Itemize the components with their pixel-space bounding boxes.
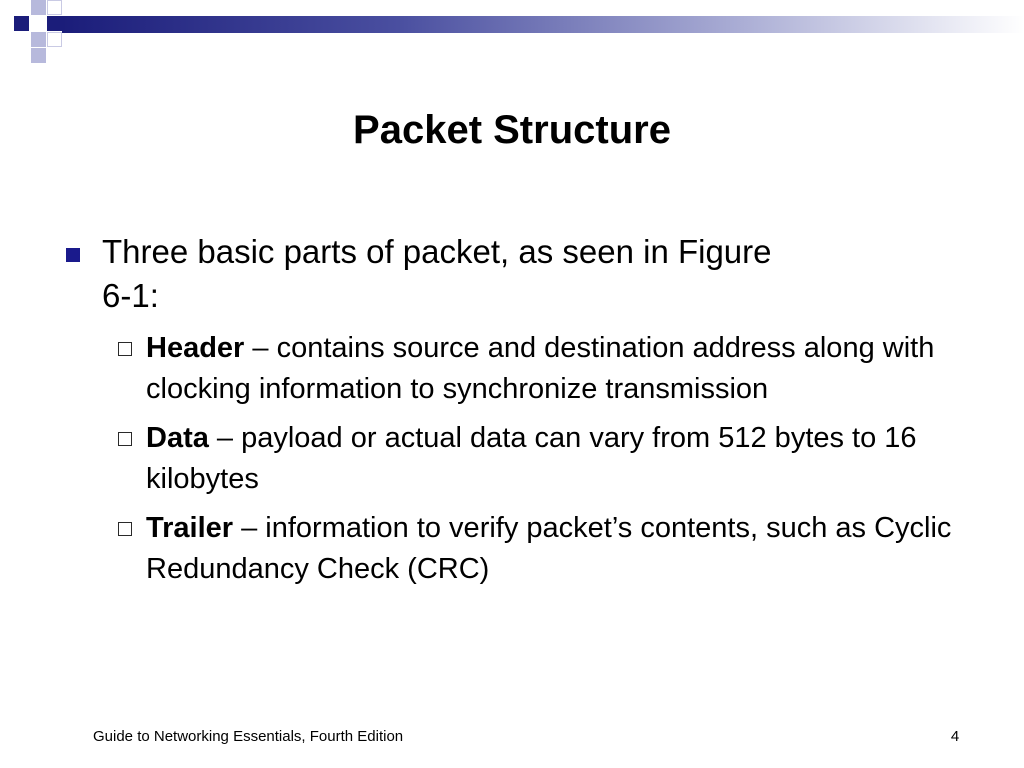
sub-bullet-trailer (62, 508, 962, 590)
decorative-square-8 (14, 32, 29, 47)
slide-number: 4 (950, 728, 960, 745)
hollow-square-bullet-icon (118, 432, 132, 446)
sub-bullet-data (62, 418, 962, 500)
decorative-square-3 (47, 0, 62, 15)
term-header: Header (146, 332, 245, 364)
decorative-square-2 (31, 0, 46, 15)
footer-source: Guide to Networking Essentials, Fourth Edition (93, 728, 404, 745)
decorative-square-6 (47, 32, 62, 47)
filled-square-bullet-icon (66, 248, 80, 262)
decorative-square-5 (31, 32, 46, 47)
header-decoration (0, 0, 1024, 64)
decorative-square-1 (14, 16, 29, 31)
sub-bullet-header (62, 328, 962, 410)
term-data-description: – payload or actual data can vary from 512 bytes to 16 kilobytes (146, 422, 917, 495)
main-bullet-item (62, 230, 802, 318)
hollow-square-bullet-icon (118, 342, 132, 356)
sub-bullet-list (62, 328, 962, 590)
main-bullet-text: Three basic parts of packet, as seen in Figure 6-1: (102, 233, 772, 314)
slide-content (62, 230, 962, 598)
header-gradient-bar (62, 16, 1024, 33)
term-trailer-description: – information to verify packet’s contents, such as Cyclic Redundancy Check (CRC) (146, 512, 952, 585)
decorative-square-7 (31, 48, 46, 63)
term-data: Data (146, 422, 209, 454)
term-trailer: Trailer (146, 512, 234, 544)
term-header-description: – contains source and destination address along with clocking information to synchronize transmission (146, 332, 935, 405)
decorative-square-4 (47, 16, 62, 31)
slide-title: Packet Structure (353, 108, 671, 152)
hollow-square-bullet-icon (118, 522, 132, 536)
